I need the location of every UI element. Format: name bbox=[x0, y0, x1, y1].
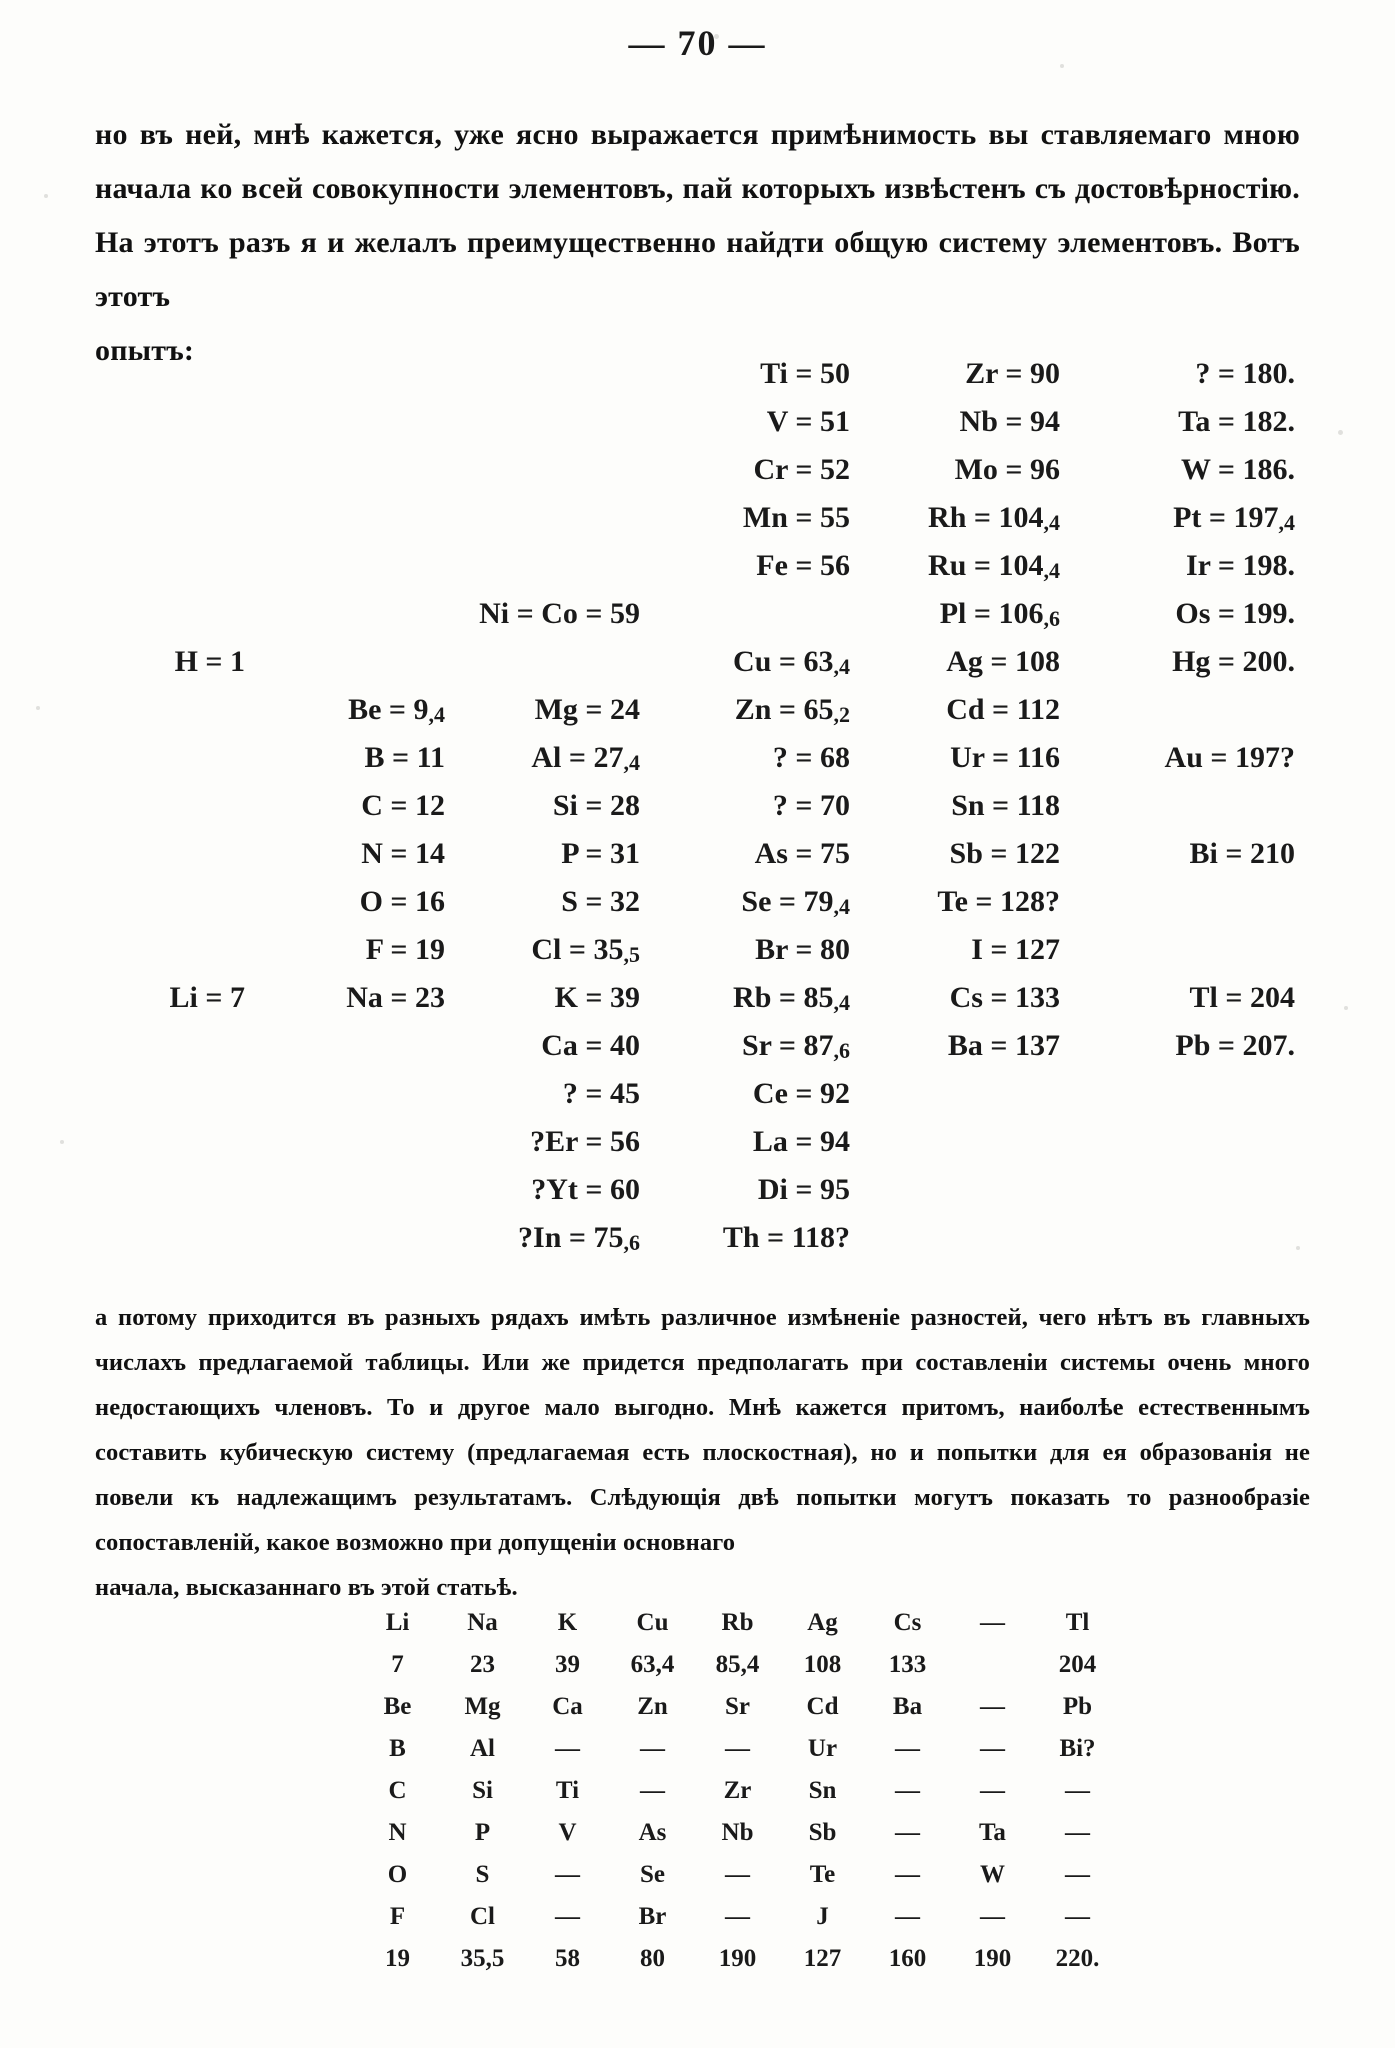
grid-cell: 160 bbox=[888, 1945, 927, 1972]
grid-cell: B bbox=[389, 1735, 406, 1762]
grid-cell: Se bbox=[640, 1861, 665, 1888]
element-entry: S = 32 bbox=[561, 885, 640, 918]
grid-cell: O bbox=[387, 1861, 408, 1888]
grid-cell: — bbox=[725, 1861, 750, 1888]
grid-cell: Ag bbox=[807, 1609, 838, 1636]
grid-cell: — bbox=[895, 1735, 920, 1762]
element-grid-table bbox=[355, 1602, 1120, 1980]
grid-cell: Br bbox=[638, 1903, 667, 1930]
grid-cell: Ba bbox=[892, 1693, 923, 1720]
grid-cell: Sb bbox=[808, 1819, 837, 1846]
decimal-fraction: ,4 bbox=[833, 894, 850, 919]
paragraph-discussion-body: а потому приходится въ разныхъ рядахъ имѣть различное измѣненіе разностей, чего нѣтъ въ главныхъ числахъ предлагаемой таблицы. Или же придется предполагать при составленіи системы очень много недостающихъ членовъ. То и другое мало выгодно. Мнѣ кажется притомъ, наиболѣе естественнымъ составить кубическую систему (предлагаемая есть плоскостная), но и попытки для ея образованія не повели къ надлежащимъ результатамъ. Слѣдующія двѣ попытки могутъ показать то разнообразіе сопоставленій, какое возможно при допущеніи основнаго bbox=[95, 1304, 1310, 1556]
grid-cell: W bbox=[980, 1861, 1005, 1888]
scan-speck bbox=[60, 1140, 64, 1144]
grid-cell: 23 bbox=[470, 1651, 495, 1678]
grid-cell: 19 bbox=[385, 1945, 410, 1972]
table-row bbox=[95, 926, 1310, 974]
element-entry: Sb = 122 bbox=[949, 837, 1060, 870]
grid-row bbox=[355, 1644, 1120, 1686]
element-entry: W = 186. bbox=[1180, 453, 1295, 486]
grid-cell: — bbox=[1065, 1903, 1090, 1930]
grid-cell: Sn bbox=[808, 1777, 837, 1804]
element-entry: Zn = 65,2 bbox=[734, 693, 850, 727]
grid-cell: 35,5 bbox=[460, 1945, 505, 1972]
element-entry: Pt = 197,4 bbox=[1173, 501, 1295, 535]
element-entry: Pl = 106,6 bbox=[939, 597, 1060, 631]
grid-cell: As bbox=[638, 1819, 667, 1846]
element-entry: Mg = 24 bbox=[534, 693, 640, 726]
element-entry: Cd = 112 bbox=[946, 693, 1060, 726]
grid-cell: Bi? bbox=[1059, 1735, 1096, 1762]
grid-cell: 80 bbox=[640, 1945, 665, 1972]
element-entry: ?Yt = 60 bbox=[531, 1173, 640, 1206]
element-entry: N = 14 bbox=[361, 837, 445, 870]
grid-cell: Sr bbox=[725, 1693, 750, 1720]
element-entry: Cu = 63,4 bbox=[733, 645, 850, 679]
element-entry: F = 19 bbox=[365, 933, 445, 966]
grid-cell: Ca bbox=[552, 1693, 583, 1720]
grid-cell: 190 bbox=[718, 1945, 757, 1972]
element-entry: ? = 68 bbox=[772, 741, 850, 774]
grid-cell: 204 bbox=[1058, 1651, 1097, 1678]
decimal-fraction: ,4 bbox=[1043, 510, 1060, 535]
grid-cell: Ur bbox=[807, 1735, 838, 1762]
element-entry: H = 1 bbox=[174, 645, 245, 678]
table-row bbox=[95, 830, 1310, 878]
grid-cell: P bbox=[474, 1819, 491, 1846]
grid-row bbox=[355, 1896, 1120, 1938]
element-entry: Si = 28 bbox=[552, 789, 640, 822]
element-entry: Bi = 210 bbox=[1189, 837, 1295, 870]
grid-cell: Cu bbox=[636, 1609, 669, 1636]
table-row bbox=[95, 686, 1310, 734]
grid-cell: Tl bbox=[1065, 1609, 1090, 1636]
element-entry: La = 94 bbox=[752, 1125, 850, 1158]
decimal-fraction: ,2 bbox=[833, 702, 850, 727]
element-entry: Be = 9,4 bbox=[348, 693, 445, 727]
grid-cell: 190 bbox=[973, 1945, 1012, 1972]
grid-cell: — bbox=[640, 1777, 665, 1804]
scan-speck bbox=[1338, 430, 1343, 435]
element-entry: ?Er = 56 bbox=[530, 1125, 640, 1158]
element-entry: Cr = 52 bbox=[753, 453, 850, 486]
element-entry: Hg = 200. bbox=[1172, 645, 1295, 678]
grid-row bbox=[355, 1854, 1120, 1896]
grid-cell: 7 bbox=[391, 1651, 404, 1678]
table-row bbox=[95, 782, 1310, 830]
element-entry: Rb = 85,4 bbox=[733, 981, 850, 1015]
grid-row bbox=[355, 1602, 1120, 1644]
table-row bbox=[95, 734, 1310, 782]
decimal-fraction: ,4 bbox=[428, 702, 445, 727]
decimal-fraction: ,6 bbox=[623, 1230, 640, 1255]
element-entry: C = 12 bbox=[361, 789, 445, 822]
grid-row bbox=[355, 1938, 1120, 1980]
element-entry: Ti = 50 bbox=[760, 357, 850, 390]
grid-cell: — bbox=[895, 1903, 920, 1930]
paragraph-discussion bbox=[95, 1295, 1310, 1610]
element-entry: Nb = 94 bbox=[959, 405, 1060, 438]
grid-cell: Ti bbox=[555, 1777, 580, 1804]
scan-speck bbox=[1060, 64, 1064, 68]
element-entry: Mo = 96 bbox=[954, 453, 1060, 486]
element-entry: O = 16 bbox=[359, 885, 445, 918]
grid-cell: — bbox=[1065, 1861, 1090, 1888]
element-entry: Ir = 198. bbox=[1185, 549, 1295, 582]
table-row bbox=[95, 446, 1310, 494]
grid-cell: Be bbox=[383, 1693, 412, 1720]
scan-speck bbox=[36, 706, 40, 710]
element-entry: Pb = 207. bbox=[1175, 1029, 1295, 1062]
element-entry: Al = 27,4 bbox=[531, 741, 640, 775]
element-entry: B = 11 bbox=[364, 741, 445, 774]
element-grid-body bbox=[355, 1602, 1120, 1980]
grid-cell: — bbox=[895, 1819, 920, 1846]
decimal-fraction: ,6 bbox=[1043, 606, 1060, 631]
grid-row bbox=[355, 1728, 1120, 1770]
grid-cell: — bbox=[980, 1777, 1005, 1804]
element-entry: Na = 23 bbox=[346, 981, 445, 1014]
decimal-fraction: ,4 bbox=[1278, 510, 1295, 535]
grid-cell: K bbox=[557, 1609, 578, 1636]
element-entry: Th = 118? bbox=[722, 1221, 850, 1254]
table-row bbox=[95, 878, 1310, 926]
grid-cell: Cl bbox=[470, 1903, 495, 1930]
grid-cell: — bbox=[555, 1903, 580, 1930]
element-entry: Ag = 108 bbox=[946, 645, 1060, 678]
grid-cell: Rb bbox=[721, 1609, 754, 1636]
grid-row bbox=[355, 1812, 1120, 1854]
scan-speck bbox=[1344, 1006, 1348, 1010]
paragraph-intro-lastline: опытъ: bbox=[95, 334, 195, 367]
element-entry: Ce = 92 bbox=[752, 1077, 850, 1110]
grid-cell: Si bbox=[472, 1777, 493, 1804]
element-entry: Ca = 40 bbox=[541, 1029, 640, 1062]
grid-cell: 58 bbox=[555, 1945, 580, 1972]
grid-cell: Li bbox=[385, 1609, 410, 1636]
element-entry: ? = 70 bbox=[772, 789, 850, 822]
table-row bbox=[95, 542, 1310, 590]
element-entry: Fe = 56 bbox=[756, 549, 850, 582]
element-entry: Os = 199. bbox=[1175, 597, 1295, 630]
grid-cell: 108 bbox=[803, 1651, 842, 1678]
grid-cell: — bbox=[980, 1735, 1005, 1762]
element-entry: K = 39 bbox=[554, 981, 640, 1014]
grid-cell: Na bbox=[467, 1609, 498, 1636]
element-entry: I = 127 bbox=[971, 933, 1060, 966]
grid-cell: — bbox=[895, 1861, 920, 1888]
decimal-fraction: ,5 bbox=[623, 942, 640, 967]
element-entry: Rh = 104,4 bbox=[928, 501, 1060, 535]
grid-cell: — bbox=[980, 1903, 1005, 1930]
element-entry: ? = 45 bbox=[562, 1077, 640, 1110]
element-entry: Ru = 104,4 bbox=[928, 549, 1060, 583]
grid-cell: — bbox=[555, 1861, 580, 1888]
scan-speck bbox=[44, 194, 48, 198]
grid-cell: Nb bbox=[721, 1819, 754, 1846]
grid-row bbox=[355, 1686, 1120, 1728]
grid-cell: — bbox=[1065, 1777, 1090, 1804]
element-entry: P = 31 bbox=[561, 837, 640, 870]
grid-cell: Ta bbox=[979, 1819, 1006, 1846]
element-entry: Mn = 55 bbox=[742, 501, 850, 534]
element-entry: As = 75 bbox=[754, 837, 850, 870]
grid-cell: — bbox=[1065, 1819, 1090, 1846]
grid-cell: J bbox=[816, 1903, 829, 1930]
grid-cell: 85,4 bbox=[715, 1651, 760, 1678]
element-entry: ? = 180. bbox=[1195, 357, 1295, 390]
table-row bbox=[95, 590, 1310, 638]
table-row bbox=[95, 1070, 1310, 1118]
decimal-fraction: ,4 bbox=[1043, 558, 1060, 583]
page-number: — 70 — bbox=[628, 23, 767, 63]
grid-cell: Pb bbox=[1062, 1693, 1093, 1720]
grid-cell: — bbox=[725, 1903, 750, 1930]
element-entry: Ur = 116 bbox=[950, 741, 1060, 774]
decimal-fraction: ,4 bbox=[833, 654, 850, 679]
element-entry: Cl = 35,5 bbox=[531, 933, 640, 967]
element-entry: Au = 197? bbox=[1164, 741, 1295, 774]
grid-cell: V bbox=[558, 1819, 577, 1846]
table-row bbox=[95, 1022, 1310, 1070]
element-entry: V = 51 bbox=[766, 405, 850, 438]
element-system-table bbox=[95, 350, 1310, 1260]
grid-cell: 220. bbox=[1055, 1945, 1100, 1972]
grid-cell: — bbox=[640, 1735, 665, 1762]
table-row bbox=[95, 494, 1310, 542]
decimal-fraction: ,4 bbox=[833, 990, 850, 1015]
table-row bbox=[95, 974, 1310, 1022]
decimal-fraction: ,4 bbox=[623, 750, 640, 775]
grid-cell: Cs bbox=[893, 1609, 922, 1636]
grid-cell: Al bbox=[470, 1735, 495, 1762]
table-row bbox=[95, 638, 1310, 686]
grid-cell: — bbox=[980, 1693, 1005, 1720]
element-entry: Ta = 182. bbox=[1178, 405, 1295, 438]
element-entry: Te = 128? bbox=[937, 885, 1060, 918]
grid-cell: — bbox=[725, 1735, 750, 1762]
grid-cell: Cd bbox=[806, 1693, 839, 1720]
grid-cell: — bbox=[895, 1777, 920, 1804]
element-entry: Ni = Co = 59 bbox=[479, 597, 640, 630]
element-entry: Di = 95 bbox=[757, 1173, 850, 1206]
element-entry: Ba = 137 bbox=[947, 1029, 1060, 1062]
grid-cell bbox=[950, 1644, 1035, 1686]
grid-cell: S bbox=[475, 1861, 490, 1888]
grid-cell: Te bbox=[809, 1861, 836, 1888]
grid-cell: 39 bbox=[555, 1651, 580, 1678]
grid-cell: Zn bbox=[637, 1693, 668, 1720]
grid-cell: — bbox=[980, 1609, 1005, 1636]
element-entry: ?In = 75,6 bbox=[518, 1221, 640, 1255]
grid-cell: N bbox=[388, 1819, 407, 1846]
element-entry: Br = 80 bbox=[755, 933, 850, 966]
grid-row bbox=[355, 1770, 1120, 1812]
element-entry: Se = 79,4 bbox=[741, 885, 850, 919]
element-entry: Sr = 87,6 bbox=[741, 1029, 850, 1063]
element-entry: Li = 7 bbox=[169, 981, 245, 1014]
grid-cell: C bbox=[388, 1777, 407, 1804]
grid-cell: Zr bbox=[723, 1777, 752, 1804]
element-entry: Zr = 90 bbox=[965, 357, 1060, 390]
paragraph-intro bbox=[95, 108, 1300, 378]
grid-cell: F bbox=[389, 1903, 406, 1930]
grid-cell: 63,4 bbox=[630, 1651, 675, 1678]
table-row bbox=[95, 1118, 1310, 1166]
element-entry: Cs = 133 bbox=[949, 981, 1060, 1014]
table-row bbox=[95, 350, 1310, 398]
table-row bbox=[95, 1166, 1310, 1214]
table-row bbox=[95, 398, 1310, 446]
grid-cell: — bbox=[555, 1735, 580, 1762]
grid-cell: 127 bbox=[803, 1945, 842, 1972]
decimal-fraction: ,6 bbox=[833, 1038, 850, 1063]
grid-cell: Mg bbox=[464, 1693, 501, 1720]
paragraph-discussion-lastline: начала, высказаннаго въ этой статьѣ. bbox=[95, 1574, 518, 1601]
grid-cell: 133 bbox=[888, 1651, 927, 1678]
element-entry: Sn = 118 bbox=[951, 789, 1060, 822]
element-entry: Tl = 204 bbox=[1189, 981, 1295, 1014]
table-row bbox=[95, 1214, 1310, 1262]
paragraph-intro-body: но въ ней, мнѣ кажется, уже ясно выражается примѣнимость вы ставляемаго мною начала ко всей совокупности элементовъ, пай которыхъ извѣстенъ съ достовѣрностію. На этотъ разъ я и желалъ преимущественно найдти общую систему элементовъ. Вотъ этотъ bbox=[95, 118, 1300, 313]
